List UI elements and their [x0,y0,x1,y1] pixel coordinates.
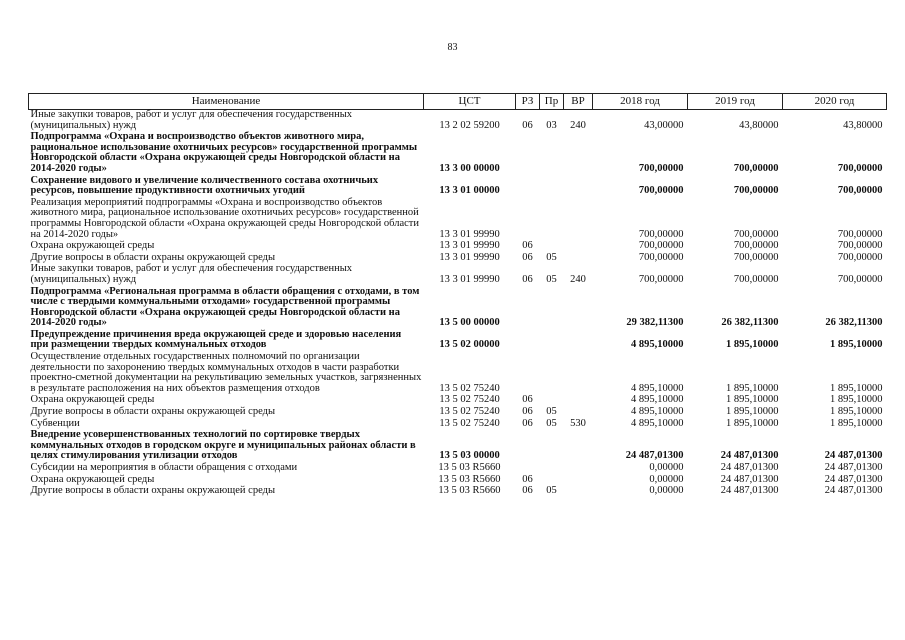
row-cst: 13 5 03 R5660 [438,462,501,473]
row-vr: 530 [570,417,586,429]
row-name: Реализация мероприятий подпрограммы «Охрана и воспроизводство объектов животного мира, рациональное использование охотничьих ресурсов» государственной программы Новгородской области «Охрана окружающей среды Новгородской области на 2014-2020 годы» [30,196,419,240]
row-pr [540,287,564,330]
header-pr: Пр [540,94,564,110]
row-rz [516,463,540,475]
row-2020: 700,00000 [837,251,883,263]
row-2019: 1 895,10000 [726,339,779,351]
row-pr: 05 [546,485,557,497]
row-vr [564,176,593,198]
row-cst: 13 3 01 99990 [439,273,500,285]
table-row [29,110,887,133]
row-name: Субсидии на мероприятия в области обращения с отходами [30,462,298,473]
row-2018: 700,00000 [638,251,684,263]
row-cst: 13 5 02 75240 [439,394,500,406]
row-rz: 06 [522,473,533,485]
table-row [29,407,887,419]
row-2020: 700,00000 [837,240,883,252]
row-2020: 700,00000 [837,273,883,285]
table-row [29,330,887,352]
row-cst: 13 3 01 99990 [439,228,500,240]
row-2018: 700,00000 [638,273,684,285]
row-2019: 24 487,01300 [720,462,779,473]
row-name: Подпрограмма «Региональная программа в области обращения с отходами, в том числе с твердыми коммунальными отходами» государственной программы Новгородской области «Охрана окружающей среды Новгородской области на 2014-2020 годы» [30,285,420,329]
row-name: Иные закупки товаров, работ и услуг для обеспечения государственных (муниципальных) нужд [30,109,353,131]
row-vr [564,352,593,395]
row-vr [564,475,593,487]
table-row [29,430,887,463]
row-cst: 13 5 02 00000 [439,339,500,351]
row-name: Подпрограмма «Охрана и воспроизводство объектов животного мира, рациональное использование охотничьих ресурсов» государственной программы Новгородской области «Охрана окружающей среды Новгородской области на 2014-2020 годы» [30,131,418,174]
row-2019: 43,80000 [739,119,779,131]
row-name: Осуществление отдельных государственных полномочий по организации деятельности по захоронению твердых коммунальных отходов в части разработки проектно-сметной документации на рекультивацию земельных участков, загрязненных в результате расположения на них объектов размещения отходов [30,351,422,394]
row-2018: 700,00000 [638,185,684,197]
row-2018: 700,00000 [638,240,684,252]
row-vr: 240 [570,119,586,131]
row-rz: 06 [522,240,533,252]
row-rz: 06 [522,406,533,418]
table-row [29,198,887,241]
row-2019: 1 895,10000 [726,394,779,406]
row-pr [540,132,564,175]
row-2018: 0,00000 [649,473,684,485]
row-2018: 0,00000 [649,462,684,473]
row-2018: 43,00000 [644,119,684,131]
row-name: Иные закупки товаров, работ и услуг для обеспечения государственных (муниципальных) нужд [30,263,353,285]
row-rz: 06 [522,417,533,429]
row-cst: 13 5 02 75240 [439,382,500,394]
row-vr [564,287,593,330]
row-vr [564,463,593,475]
row-name: Внедрение усовершенствованных технологий по сортировке твердых коммунальных отходов в городском округе и муниципальных районах области в целях стимулирования утилизации отходов [30,429,416,462]
row-pr [540,330,564,352]
row-2018: 4 895,10000 [631,394,684,406]
row-cst: 13 5 00 00000 [439,317,500,329]
row-rz: 06 [522,394,533,406]
table-row [29,352,887,395]
row-name: Другие вопросы в области охраны окружающей среды [30,485,275,497]
row-name: Охрана окружающей среды [30,240,155,252]
row-2020: 24 487,01300 [824,473,883,485]
row-2020: 26 382,11300 [825,317,883,329]
row-name: Предупреждение причинения вреда окружающей среде и здоровью населения при размещении твердых коммунальных отходов [30,328,402,351]
row-2020: 1 895,10000 [830,394,883,406]
row-pr: 05 [546,417,557,429]
row-rz: 06 [522,251,533,263]
header-name: Наименование [29,94,424,110]
row-2019: 1 895,10000 [726,406,779,418]
row-2019: 1 895,10000 [726,382,779,394]
row-2020: 24 487,01300 [824,462,883,473]
row-cst: 13 2 02 59200 [439,119,500,131]
header-rz: РЗ [516,94,540,110]
table-row [29,486,887,498]
row-2019: 24 487,01300 [720,473,779,485]
row-2018: 700,00000 [638,162,684,174]
row-pr [540,241,564,253]
row-2019: 700,00000 [733,273,779,285]
row-pr [540,430,564,463]
row-vr [564,241,593,253]
row-2019: 24 487,01300 [720,485,779,497]
row-vr [564,198,593,241]
header-2018: 2018 год [593,94,688,110]
row-2018: 29 382,11300 [626,317,684,329]
row-cst: 13 3 01 99990 [439,251,500,263]
row-rz [516,176,540,198]
row-2018: 4 895,10000 [631,339,684,351]
row-rz [516,430,540,463]
row-2018: 4 895,10000 [631,417,684,429]
row-rz: 06 [522,273,533,285]
row-pr [540,463,564,475]
row-pr: 05 [546,273,557,285]
row-name: Охрана окружающей среды [30,473,155,485]
page-number: 83 [447,42,458,53]
row-cst: 13 5 02 75240 [439,417,500,429]
row-2018: 700,00000 [638,228,684,240]
row-pr [540,198,564,241]
row-2020: 1 895,10000 [830,339,883,351]
row-vr [564,430,593,463]
row-2019: 700,00000 [733,240,779,252]
row-name: Субвенции [30,417,80,429]
row-pr [540,176,564,198]
row-rz: 06 [522,485,533,497]
row-cst: 13 3 01 00000 [439,185,500,197]
row-vr [564,395,593,407]
table-row [29,132,887,175]
row-vr [564,253,593,265]
row-cst: 13 5 03 00000 [439,450,500,462]
table-row [29,176,887,198]
table-row [29,264,887,286]
row-2020: 1 895,10000 [830,382,883,394]
row-2020: 700,00000 [837,185,883,197]
row-rz: 06 [522,119,533,131]
row-rz [516,132,540,175]
row-name: Другие вопросы в области охраны окружающей среды [30,406,275,418]
table-row [29,241,887,253]
row-2019: 24 487,01300 [720,450,779,462]
row-pr [540,352,564,395]
row-2020: 700,00000 [837,228,883,240]
row-pr: 05 [546,406,557,418]
row-pr: 03 [546,119,557,131]
row-rz [516,287,540,330]
row-2018: 4 895,10000 [631,382,684,394]
row-2020: 1 895,10000 [830,406,883,418]
header-vr: ВР [564,94,593,110]
budget-table [28,93,887,498]
row-cst: 13 5 03 R5660 [438,473,501,485]
row-2020: 24 487,01300 [824,450,883,462]
row-2018: 0,00000 [649,485,684,497]
row-cst: 13 3 00 00000 [439,162,500,174]
row-2020: 24 487,01300 [824,485,883,497]
row-vr [564,132,593,175]
row-2019: 700,00000 [733,185,779,197]
header-cst: ЦСТ [424,94,516,110]
table-header-row [29,94,887,110]
row-2019: 700,00000 [733,228,779,240]
row-rz [516,330,540,352]
row-2019: 700,00000 [733,251,779,263]
row-pr: 05 [546,251,557,263]
header-2020: 2020 год [783,94,887,110]
header-2019: 2019 год [688,94,783,110]
row-2019: 1 895,10000 [726,417,779,429]
row-rz [516,352,540,395]
row-2018: 4 895,10000 [631,406,684,418]
row-2019: 700,00000 [733,162,779,174]
table-row [29,463,887,475]
row-name: Охрана окружающей среды [30,394,155,406]
row-vr [564,407,593,419]
row-2019: 26 382,11300 [721,317,779,329]
row-vr [564,330,593,352]
row-name: Сохранение видового и увеличение количественного состава охотничьих ресурсов, повышение продуктивности охотничьих угодий [30,174,379,197]
row-cst: 13 5 03 R5660 [438,485,501,497]
row-cst: 13 5 02 75240 [439,406,500,418]
row-rz [516,198,540,241]
row-2018: 24 487,01300 [625,450,684,462]
row-2020: 700,00000 [837,162,883,174]
row-cst: 13 3 01 99990 [439,240,500,252]
table-row [29,287,887,330]
row-2020: 1 895,10000 [830,417,883,429]
row-2020: 43,80000 [843,119,883,131]
row-vr [564,486,593,498]
row-vr: 240 [570,273,586,285]
row-name: Другие вопросы в области охраны окружающей среды [30,251,275,263]
